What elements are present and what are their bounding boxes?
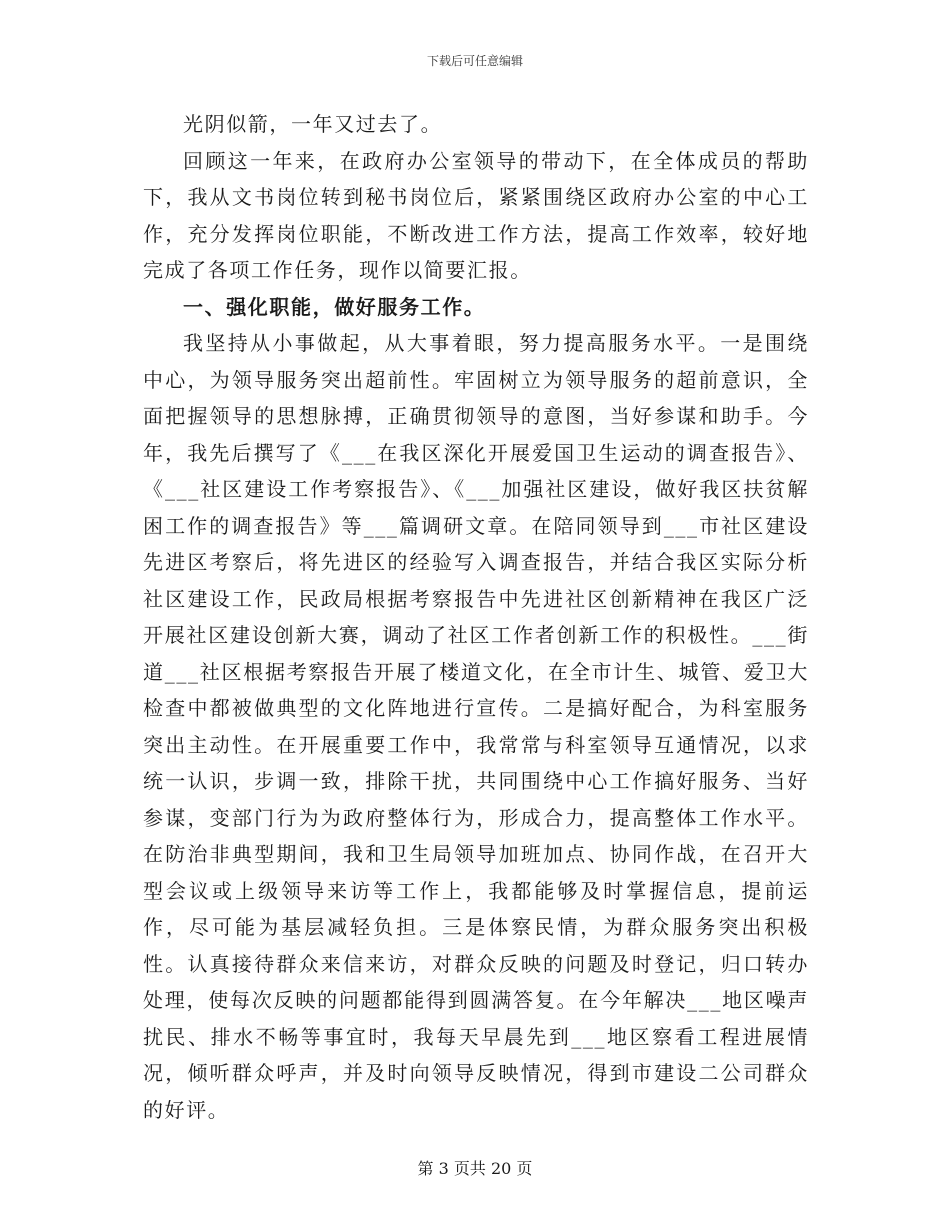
paragraph-main: 我坚持从小事做起，从大事着眼，努力提高服务水平。一是围绕中心，为领导服务突出超前性。牢固树立为领导服务的超前意识，全面把握领导的思想脉搏，正确贯彻领导的意图，当好参谋和助手。今年，我先后撰写了《___在我区深化开展爱国卫生运动的调查报告》、《___社区建设工作考察报告》、《___加强社区建设，做好我区扶贫解困工作的调查报告》等___篇调研文章。在陪同领导到___市社区建设先进区考察后，将先进区的经验写入调查报告，并结合我区实际分析社区建设工作，民政局根据考察报告中先进社区创新精神在我区广泛开展社区建设创新大赛，调动了社区工作者创新工作的积极性。___街道___社区根据考察报告开展了楼道文化，在全市计生、城管、爱卫大检查中都被做典型的文化阵地进行宣传。二是搞好配合，为科室服务突出主动性。在开展重要工作中，我常常与科室领导互通情况，以求统一认识，步调一致，排除干扰，共同围绕中心工作搞好服务、当好参谋，变部门行为为政府整体行为，形成合力，提高整体工作水平。在防治非典型期间，我和卫生局领导加班加点、协同作战，在召开大型会议或上级领导来访等工作上，我都能够及时掌握信息，提前运作，尽可能为基层减轻负担。三是体察民情，为群众服务突出积极性。认真接待群众来信来访，对群众反映的问题及时登记，归口转办处理，使每次反映的问题都能得到圆满答复。在今年解决___地区噪声扰民、排水不畅等事宜时，我每天早晨先到___地区察看工程进展情况，倾听群众呼声，并及时向领导反映情况，得到市建设二公司群众的好评。 [143, 331, 809, 1122]
document-body [143, 106, 809, 1128]
page-footer: 第 3 页共 20 页 [417, 1159, 533, 1178]
paragraph-review: 回顾这一年来，在政府办公室领导的带动下，在全体成员的帮助下，我从文书岗位转到秘书岗位后，紧紧围绕区政府办公室的中心工作，充分发挥岗位职能，不断改进工作方法，提高工作效率，较好地完成了各项工作任务，现作以简要汇报。 [143, 148, 809, 282]
paragraph-intro: 光阴似箭，一年又过去了。 [183, 112, 443, 136]
page-header: 下载后可任意编辑 [426, 54, 523, 68]
section-heading: 一、强化职能，做好服务工作。 [183, 294, 486, 319]
